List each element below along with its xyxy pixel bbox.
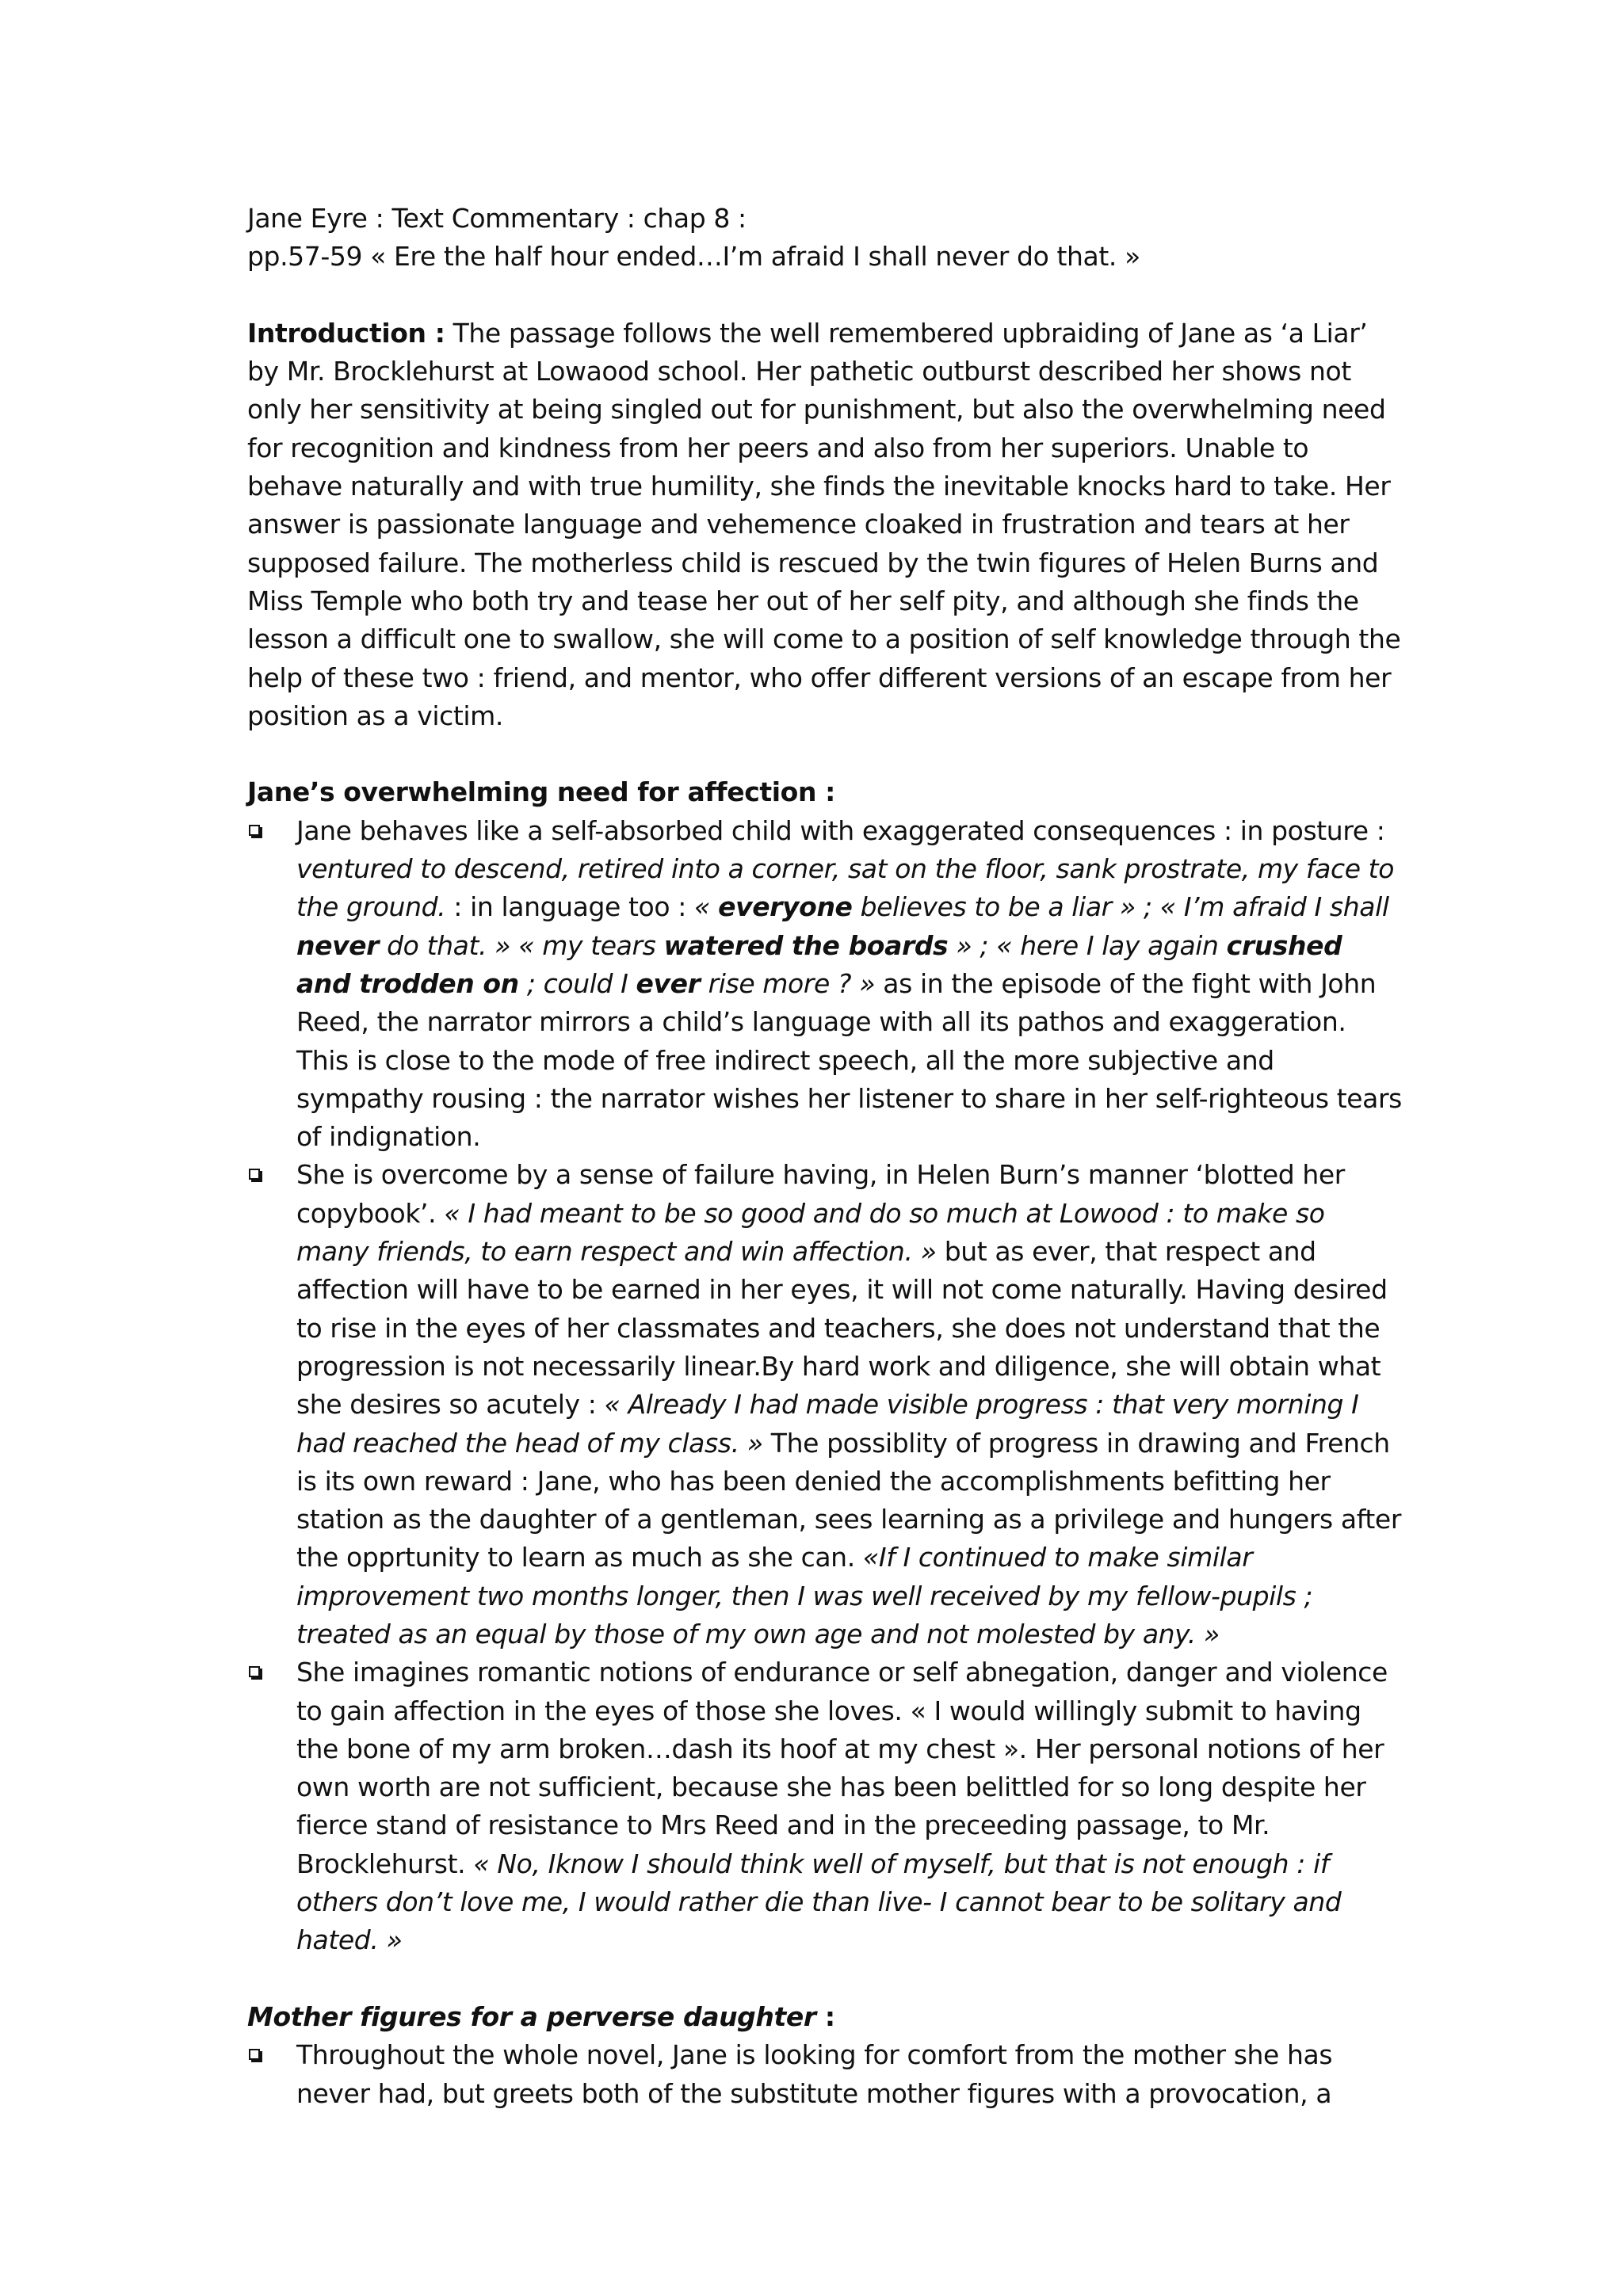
bullet-item [247,2036,1404,2113]
quote-run: » ; « here I lay again [948,929,1227,961]
quote-run: rise more ? » [700,967,884,999]
section-heading-mother-figures [247,1998,1404,2036]
checkbox-bullet-icon [249,1169,260,1180]
document-title: Jane Eyre : Text Commentary : chap 8 : [247,203,747,234]
text-run: Jane behaves like a self-absorbed child with exaggerated consequences : in posture : [296,814,1385,846]
introduction-paragraph [247,315,1404,735]
bullet-item [247,812,1404,1157]
quote-run: « I had meant to be so good and do so much at Lowood : to make so many friends, to earn respect and win affection. » [296,1197,1325,1268]
emphasis-run: crushed and trodden on [296,929,1342,999]
text-run: : in language too : [445,891,695,923]
bullet-item [247,1156,1404,1653]
quote-run: «If I continued to make similar improvement two months longer, then I was well received by my fellow-pupils ; treated as an equal by those of my own age and not molested by any. » [296,1542,1313,1650]
emphasis-run: never [296,929,380,961]
text-run: as in the episode of the fight with John Reed, the narrator mirrors a child’s language with all its pathos and exaggeration. This is close to the mode of free indirect speech, all the more subjective and sympathy rousing : the narrator wishes her listener to share in her self-righteous tears of indignation. [296,967,1402,1153]
spacer [247,1960,1404,1998]
quote-run: « [694,891,719,923]
checkbox-bullet-icon [249,2049,260,2060]
bullet-item [247,1653,1404,1959]
quote-run: believes to be a liar » ; « I’m afraid I shall [852,891,1389,923]
heading-italic-run: Mother figures for a perverse daughter [247,2000,816,2032]
quote-run: ventured to descend, retired into a corner, sat on the floor, sank prostrate, my face to the ground. [296,853,1395,923]
spacer [247,735,1404,773]
emphasis-run: everyone [718,891,853,923]
text-run: The possiblity of progress in drawing and French is its own reward : Jane, who has been denied the accomplishments befitting her station as the daughter of a gentleman, sees learning as a privilege and hungers after the opprtunity to learn as much as she can. [296,1427,1401,1573]
section-heading-affection: Jane’s overwhelming need for affection : [247,776,835,808]
introduction-label: Introduction : [247,317,445,349]
document-page [247,200,1404,2113]
text-run: Throughout the whole novel, Jane is looking for comfort from the mother she has never had, but greets both of the substitute mother figures with a provocation, a [296,2039,1333,2109]
checkbox-bullet-icon [249,1666,260,1677]
introduction-text: The passage follows the well remembered upbraiding of Jane as ‘a Liar’ by Mr. Brocklehurst at Lowaood school. Her pathetic outburst described her shows not only her sensitivity at being singled out for punishment, but also the overwhelming need for recognition and kindness from her peers and also from her superiors. Unable to behave naturally and with true humility, she finds the inevitable knocks hard to take. Her answer is passionate language and vehemence cloaked in frustration and tears at her supposed failure. The motherless child is rescued by the twin figures of Helen Burns and Miss Temple who both try and tease her out of her self pity, and although she finds the lesson a difficult one to swallow, she will come to a position of self knowledge through the help of these two : friend, and mentor, who offer different versions of an escape from her position as a victim. [247,317,1401,731]
affection-bullet-list [247,812,1404,1960]
quote-run: « Already I had made visible progress : that very morning I had reached the head of my class. » [296,1389,1359,1459]
emphasis-run: ever [636,967,701,999]
mother-figures-bullet-list [247,2036,1404,2113]
document-subtitle: pp.57-59 « Ere the half hour ended…I’m afraid I shall never do that. » [247,241,1140,273]
text-run: She is overcome by a sense of failure having, in Helen Burn’s manner ‘blotted her copybook’. [296,1159,1345,1229]
emphasis-run: watered the boards [663,929,949,961]
text-run: She imagines romantic notions of endurance or self abnegation, danger and violence to gain affection in the eyes of those she loves. « I would willingly submit to having the bone of my arm broken…dash its hoof at my chest ». Her personal notions of her own worth are not sufficient, because she has been belittled for so long despite her fierce stand of resistance to Mrs Reed and in the preceeding passage, to Mr. Brocklehurst. [296,1657,1388,1879]
quote-run: do that. » « my tears [379,929,664,961]
heading-tail-run: : [815,2000,835,2032]
spacer [247,277,1404,315]
text-run: but as ever, that respect and affection will have to be earned in her eyes, it will not come naturally. Having desired to rise in the eyes of her classmates and teachers, she does not understand that the progression is not necessarily linear.By hard work and diligence, she will obtain what she desires so acutely : [296,1236,1388,1421]
checkbox-bullet-icon [249,825,260,836]
quote-run: ; could I [518,967,636,999]
quote-run: « No, Iknow I should think well of myself, but that is not enough : if others don’t love me, I would rather die than live- I cannot bear to be solitary and hated. » [296,1848,1342,1956]
